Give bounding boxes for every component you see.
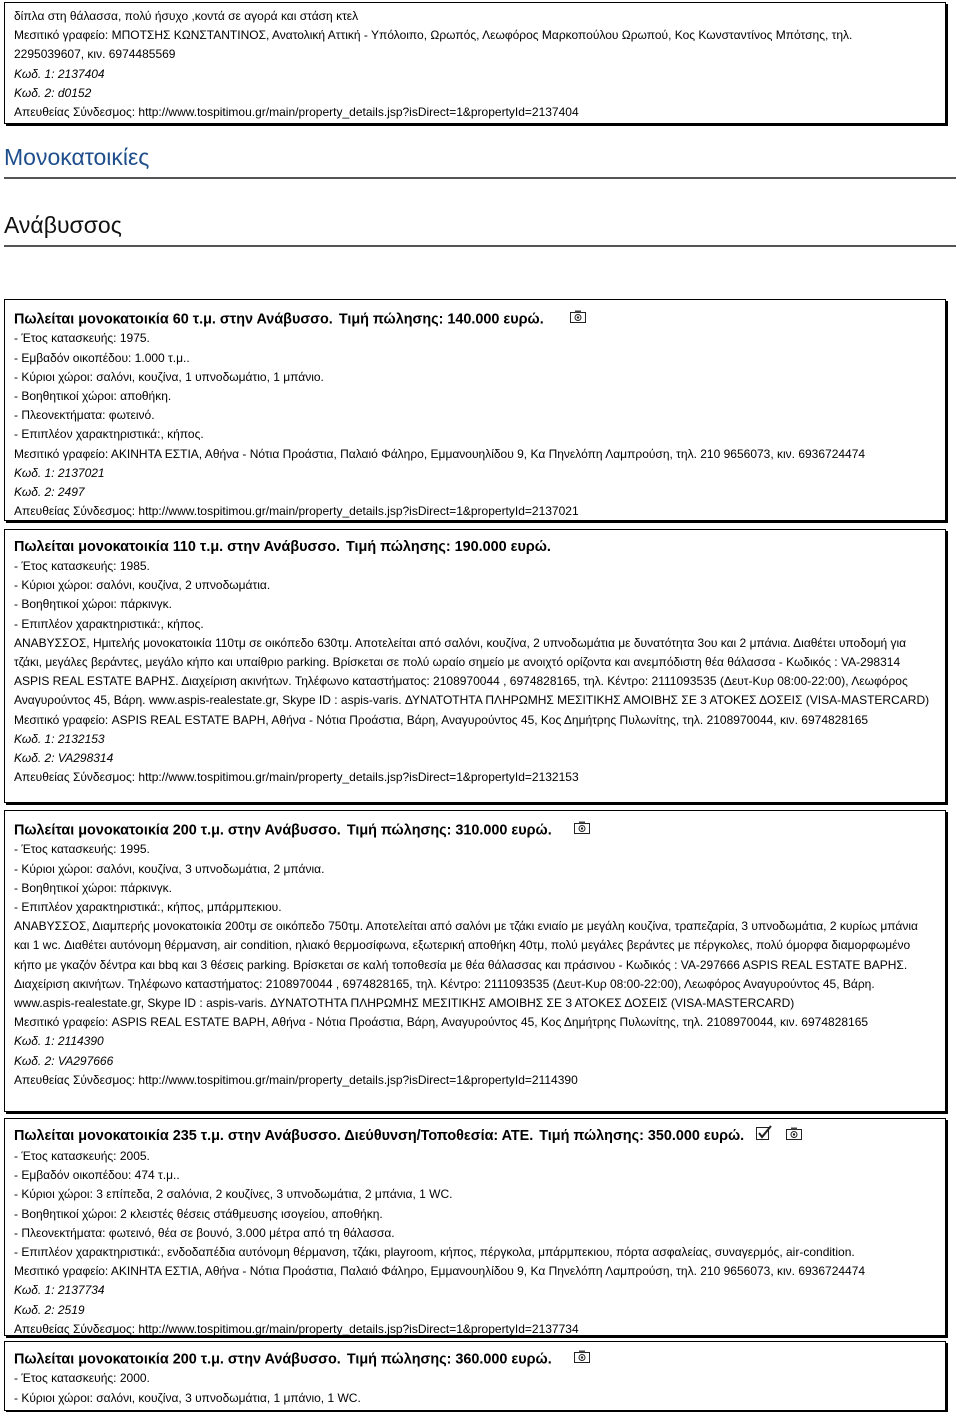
- listing-title: [14, 821, 936, 840]
- detail-aux: - Βοηθητικοί χώροι: πάρκινγκ.: [14, 597, 173, 612]
- agency-line: Μεσιτικό γραφείο: ASPIS REAL ESTATE ΒΑΡΗ, Αθήνα - Νότια Προάστια, Βάρη, Αναγυρούντος 45, Κος Δημήτρης Πυλωνίτης, τηλ. 2108970044, κιν. 6974828165: [14, 1015, 869, 1030]
- listing-card: [4, 529, 946, 803]
- detail-rooms: - Κύριοι χώροι: σαλόνι, κουζίνα, 2 υπνοδωμάτια.: [14, 578, 271, 593]
- detail-year: - Έτος κατασκευής: 1975.: [14, 331, 150, 346]
- listing-heading: Πωλείται μονοκατοικία 110 τ.μ. στην Ανάβυσσο.: [14, 539, 341, 555]
- listing-card: [4, 810, 946, 1112]
- detail-year: - Έτος κατασκευής: 2005.: [14, 1149, 150, 1163]
- listing-title: [14, 1350, 936, 1369]
- camera-icon[interactable]: [786, 1127, 802, 1146]
- detail-plot: - Εμβαδόν οικοπέδου: 474 τ.μ..: [14, 1168, 180, 1183]
- agency-line: Μεσιτικό γραφείο: ASPIS REAL ESTATE ΒΑΡΗ, Αθήνα - Νότια Προάστια, Βάρη, Αναγυρούντος 45, Κος Δημήτρης Πυλωνίτης, τηλ. 2108970044, κιν. 6974828165: [14, 712, 869, 727]
- listing-price: Τιμή πώλησης: 360.000 ευρώ.: [346, 1351, 552, 1368]
- listing-heading: Πωλείται μονοκατοικία 200 τ.μ. στην Ανάβυσσο.: [14, 1351, 341, 1368]
- code-1: Κωδ. 1: 2137734: [14, 1283, 105, 1298]
- code-2: Κωδ. 2: 2497: [14, 484, 85, 499]
- detail-extra: - Επιπλέον χαρακτηριστικά:, κήπος, μπάρμπεκιου.: [14, 899, 282, 914]
- listing-price: Τιμή πώλησης: 350.000 ευρώ.: [539, 1127, 745, 1144]
- direct-link[interactable]: Απευθείας Σύνδεσμος: http://www.tospitimou.gr/main/property_details.jsp?isDirect=1&propertyId=2137734: [14, 1321, 579, 1336]
- detail-aux: - Βοηθητικοί χώροι: 2 κλειστές θέσεις στάθμευσης ισογείου, αποθήκη.: [14, 1206, 383, 1221]
- listing-heading: Πωλείται μονοκατοικία 200 τ.μ. στην Ανάβυσσο.: [14, 822, 341, 839]
- check-icon[interactable]: [756, 1125, 772, 1147]
- detail-rooms: - Κύριοι χώροι: σαλόνι, κουζίνα, 3 υπνοδωμάτια, 1 μπάνιο, 1 WC.: [14, 1390, 361, 1405]
- direct-link[interactable]: Απευθείας Σύνδεσμος: http://www.tospitimou.gr/main/property_details.jsp?isDirect=1&propertyId=2114390: [14, 1072, 578, 1087]
- camera-icon[interactable]: [574, 1350, 590, 1369]
- section-title: Μονοκατοικίες: [4, 144, 956, 179]
- code-1: Κωδ. 1: 2132153: [14, 731, 105, 746]
- listing-title: [14, 538, 936, 557]
- detail-rooms: - Κύριοι χώροι: σαλόνι, κουζίνα, 1 υπνοδωμάτιο, 1 μπάνιο.: [14, 369, 324, 384]
- listing-price: Τιμή πώλησης: 140.000 ευρώ.: [338, 311, 544, 328]
- detail-extra: - Επιπλέον χαρακτηριστικά:, κήπος.: [14, 427, 204, 442]
- listing-card: [4, 1341, 946, 1411]
- code-1: Κωδ. 1: 2137404: [14, 66, 105, 81]
- detail-rooms: - Κύριοι χώροι: σαλόνι, κουζίνα, 3 υπνοδωμάτια, 2 μπάνια.: [14, 861, 325, 876]
- detail-pros: - Πλεονεκτήματα: φωτεινό.: [14, 408, 155, 423]
- direct-link[interactable]: Απευθείας Σύνδεσμος: http://www.tospitimou.gr/main/property_details.jsp?isDirect=1&propertyId=2137404: [14, 105, 579, 120]
- code-1: Κωδ. 1: 2114390: [14, 1034, 104, 1049]
- detail-year: - Έτος κατασκευής: 1995.: [14, 842, 150, 857]
- camera-icon[interactable]: [574, 821, 590, 840]
- code-2: Κωδ. 2: VA297666: [14, 1053, 114, 1068]
- listing-heading: Πωλείται μονοκατοικία 235 τ.μ. στην Ανάβυσσο. Διεύθυνση/Τοποθεσία: ΑΤΕ.: [14, 1127, 534, 1144]
- listing-description: ΑΝΑΒΥΣΣΟΣ, Διαμπερής μονοκατοικία 200τμ σε οικόπεδο 750τμ. Αποτελείται από σαλόνι με τζάκι ενιαίο με μεγάλη κουζίνα, τραπεζαρία, 3 υπνοδωμάτια, 2 κυρίως μπάνια και 1 wc. Διαθέτει αυτόνομη θέρμανση, air condition, ηλιακό θερμοσίφωνα, εξωτερική αποθήκη 40τμ, πολύ μεγάλες βεράντες με πέργκολες, πολύ όμορφα διαμορφωμένο κήπο με γκαζόν δέντρα και bbq και 3 θέσεις parking. Βρίσκεται σε καλή τοποθεσία με θέα θάλασσας και πράσινου - Κωδικός : VA-297666 ASPIS REAL ESTATE ΒΑΡΗΣ. Διαχείριση ακινήτων. Τηλέφωνο καταστήματος: 2108970044 , 6974828165, τηλ. Κέντρο: 2111093535 (Δευτ-Κυρ 08:00-22:00), Λεωφόρος Αναγυρούντος 45, Βάρη. www.aspis-realestate.gr, Skype ID : aspis-varis. ΔΥΝΑΤΟΤΗΤΑ ΠΛΗΡΩΜΗΣ ΜΕΣΙΤΙΚΗΣ ΑΜΟΙΒΗΣ ΣΕ 3 ΑΤΟΚΕΣ ΔΟΣΕΙΣ (VISA-MASTERCARD): [14, 919, 918, 1010]
- code-1: Κωδ. 1: 2137021: [14, 465, 105, 480]
- detail-rooms: - Κύριοι χώροι: 3 επίπεδα, 2 σαλόνια, 2 κουζίνες, 3 υπνοδωμάτια, 2 μπάνια, 1 WC.: [14, 1187, 453, 1202]
- code-2: Κωδ. 2: 2519: [14, 1302, 85, 1317]
- listing-heading: Πωλείται μονοκατοικία 60 τ.μ. στην Ανάβυσσο.: [14, 311, 333, 328]
- direct-link[interactable]: Απευθείας Σύνδεσμος: http://www.tospitimou.gr/main/property_details.jsp?isDirect=1&propertyId=2132153: [14, 770, 579, 785]
- code-2: Κωδ. 2: d0152: [14, 85, 92, 100]
- listing-title: [14, 310, 936, 329]
- detail-extra: - Επιπλέον χαρακτηριστικά:, ενδοδαπέδια αυτόνομη θέρμανση, τζάκι, playroom, κήπος, πέργκολα, μπάρμπεκιου, πόρτα ασφαλείας, συναγερμός, air-condition.: [14, 1245, 855, 1260]
- listing-card: [4, 1118, 946, 1336]
- detail-year: - Έτος κατασκευής: 2000.: [14, 1371, 150, 1386]
- area-title: Ανάβυσσος: [4, 212, 956, 247]
- camera-icon[interactable]: [570, 310, 586, 329]
- description-line: δίπλα στη θάλασσα, πολύ ήσυχο ,κοντά σε αγορά και στάση κτελ: [14, 9, 359, 23]
- detail-pros: - Πλεονεκτήματα: φωτεινό, θέα σε βουνό, 3.000 μέτρα από τη θάλασσα.: [14, 1225, 395, 1240]
- detail-aux: - Βοηθητικοί χώροι: αποθήκη.: [14, 388, 172, 403]
- agency-line: 2295039607, κιν. 6974485569: [14, 47, 176, 62]
- detail-plot: - Εμβαδόν οικοπέδου: 1.000 τ.μ..: [14, 350, 190, 365]
- listing-description: ΑΝΑΒΥΣΣΟΣ, Ημιτελής μονοκατοικία 110τμ σε οικόπεδο 630τμ. Αποτελείται από σαλόνι, κουζίνα, 2 υπνοδωμάτια με δυνατότητα 3ου και 2 μπάνια. Διαθέτει υποδομή για τζάκι, μεγάλες βεράντες, μεγάλο κήπο και υπαίθριο parking. Βρίσκεται σε πολύ ωραίο σημείο με ανοιχτό ορίζοντα και ανεμπόδιστη θέα θάλασσα - Κωδικός : VA-298314 ASPIS REAL ESTATE ΒΑΡΗΣ. Διαχείριση ακινήτων. Τηλέφωνο καταστήματος: 2108970044 , 6974828165, τηλ. Κέντρο: 2111093535 (Δευτ-Κυρ 08:00-22:00), Λεωφόρος Αναγυρούντος 45, Βάρη. www.aspis-realestate.gr, Skype ID : aspis-varis. ΔΥΝΑΤΟΤΗΤΑ ΠΛΗΡΩΜΗΣ ΜΕΣΙΤΙΚΗΣ ΑΜΟΙΒΗΣ ΣΕ 3 ΑΤΟΚΕΣ ΔΟΣΕΙΣ (VISA-MASTERCARD): [14, 635, 930, 708]
- listing-card: [4, 299, 946, 521]
- code-2: Κωδ. 2: VA298314: [14, 751, 114, 766]
- listing-continued: [4, 2, 946, 124]
- agency-line: Μεσιτικό γραφείο: ΑΚΙΝΗΤΑ ΕΣΤΙΑ, Αθήνα - Νότια Προάστια, Παλαιό Φάληρο, Εμμανουηλίδου 9, Κα Πηνελόπη Λαμπρούση, τηλ. 210 9656073, κιν. 6936724474: [14, 446, 866, 461]
- agency-line: Μεσιτικό γραφείο: ΑΚΙΝΗΤΑ ΕΣΤΙΑ, Αθήνα - Νότια Προάστια, Παλαιό Φάληρο, Εμμανουηλίδου 9, Κα Πηνελόπη Λαμπρούση, τηλ. 210 9656073, κιν. 6936724474: [14, 1264, 866, 1279]
- detail-extra: - Επιπλέον χαρακτηριστικά:, κήπος.: [14, 616, 204, 631]
- listing-price: Τιμή πώλησης: 190.000 ευρώ.: [346, 539, 551, 555]
- direct-link[interactable]: Απευθείας Σύνδεσμος: http://www.tospitimou.gr/main/property_details.jsp?isDirect=1&propertyId=2137021: [14, 504, 579, 519]
- listing-title: [14, 1125, 936, 1147]
- detail-aux: - Βοηθητικοί χώροι: πάρκινγκ.: [14, 880, 173, 895]
- agency-line: Μεσιτικό γραφείο: ΜΠΟΤΣΗΣ ΚΩΝΣΤΑΝΤΙΝΟΣ, Ανατολική Αττική - Υπόλοιπο, Ωρωπός, Λεωφόρος Μαρκοπούλου Ωρωπού, Κος Κωνσταντίνος Μπότσης, τηλ.: [14, 28, 853, 43]
- detail-year: - Έτος κατασκευής: 1985.: [14, 559, 150, 573]
- listing-price: Τιμή πώλησης: 310.000 ευρώ.: [346, 822, 552, 839]
